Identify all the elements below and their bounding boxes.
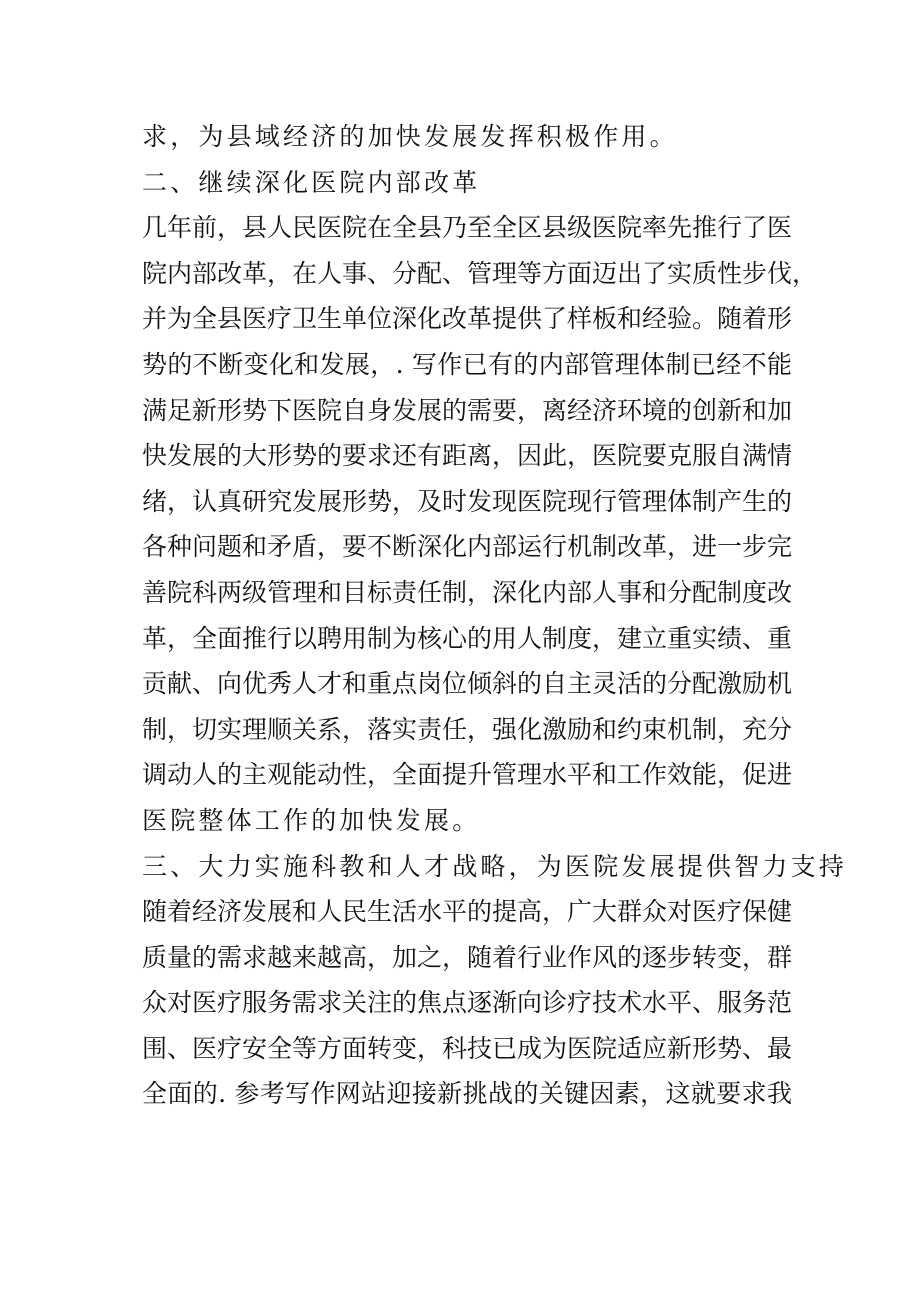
text-line: 几年前，县人民医院在全县乃至全区县级医院率先推行了医: [142, 213, 793, 243]
text-line: 绪，认真研究发展形势，及时发现医院现行管理体制产生的: [142, 486, 793, 516]
text-line: 医院整体工作的加快发展。: [142, 805, 481, 835]
text-line: 三、大力实施科教和人才战略，为医院发展提供智力支持: [142, 851, 848, 881]
text-line: 随着经济发展和人民生活水平的提高，广大群众对医疗保健: [142, 897, 793, 927]
text-line: 革，全面推行以聘用制为核心的用人制度，建立重实绩、重: [142, 623, 793, 653]
text-line: 快发展的大形势的要求还有距离，因此，医院要克服自满情: [142, 441, 793, 471]
text-line: 求，为县域经济的加快发展发挥积极作用。: [142, 122, 678, 151]
text-line: 制，切实理顺关系，落实责任，强化激励和约束机制，充分: [142, 714, 793, 744]
text-line: 调动人的主观能动性，全面提升管理水平和工作效能，促进: [142, 760, 793, 790]
text-line: 围、医疗安全等方面转变，科技已成为医院适应新形势、最: [142, 1033, 793, 1063]
text-line: 满足新形势下医院自身发展的需要，离经济环境的创新和加: [142, 395, 793, 425]
text-line: 质量的需求越来越高，加之，随着行业作风的逐步转变，群: [142, 942, 793, 972]
text-line: 贡献、向优秀人才和重点岗位倾斜的自主灵活的分配激励机: [142, 669, 793, 699]
text-line: 院内部改革，在人事、分配、管理等方面迈出了实质性步伐，: [142, 258, 818, 288]
text-line: 并为全县医疗卫生单位深化改革提供了样板和经验。随着形: [142, 304, 793, 334]
text-line: 二、继续深化医院内部改革: [142, 167, 481, 197]
text-line: 全面的. 参考写作网站迎接新挑战的关键因素，这就要求我: [142, 1079, 792, 1109]
text-line: 善院科两级管理和目标责任制，深化内部人事和分配制度改: [142, 577, 793, 607]
text-line: 众对医疗服务需求关注的焦点逐渐向诊疗技术水平、服务范: [142, 988, 793, 1018]
text-line: 各种问题和矛盾，要不断深化内部运行机制改革，进一步完: [142, 532, 793, 562]
document-body-text: [142, 114, 848, 1117]
text-line: 势的不断变化和发展，. 写作已有的内部管理体制已经不能: [142, 349, 792, 379]
